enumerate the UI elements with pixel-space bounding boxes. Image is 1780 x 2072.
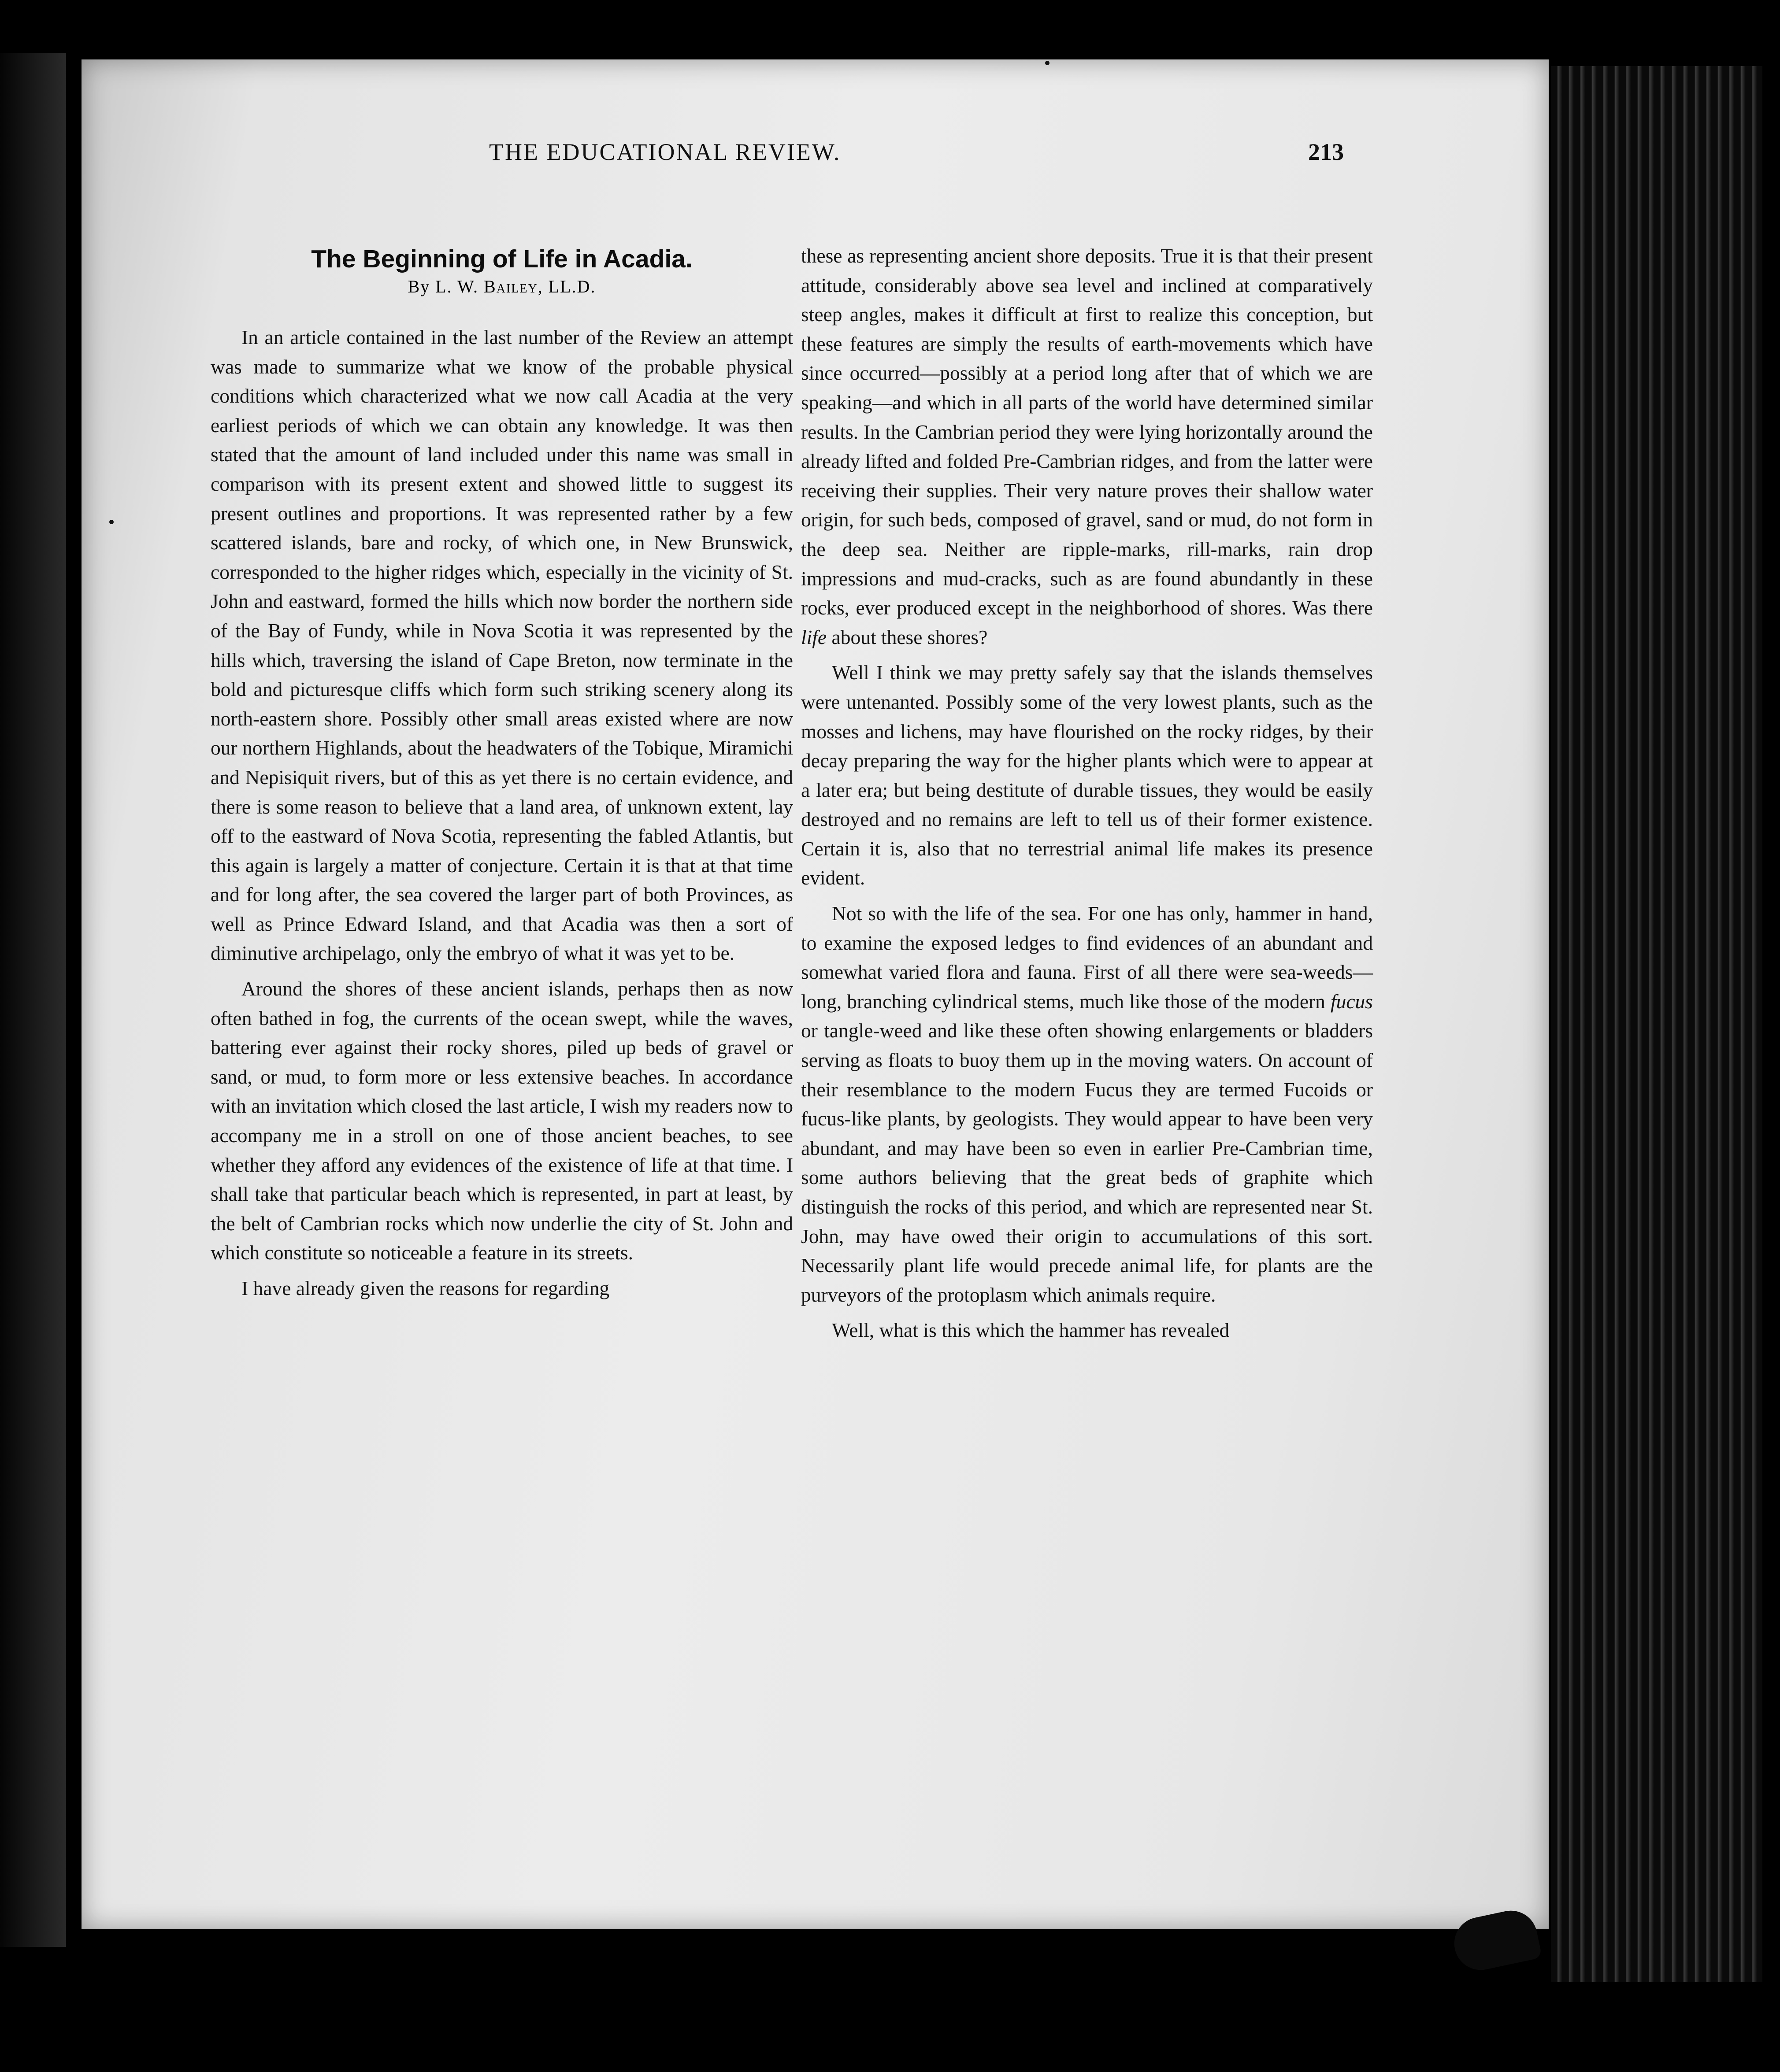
book-spine-left [0, 53, 66, 1947]
left-paragraph-3: I have already given the reasons for regarding [241, 1277, 610, 1299]
article-heading [211, 244, 793, 303]
left-paragraph-1: In an article contained in the last number of the Review an attempt was made to summarize what we know of the probable physical conditions which characterized what we now call Acadia at the very earliest periods of which we can obtain any knowledge. It was then stated that the amount of land included under this name was small in comparison with its present extent and showed little to suggest its present outlines and proportions. It was represented rather by a few scattered islands, bare and rocky, of which one, in New Brunswick, corresponded to the higher ridges which, especially in the vicinity of St. John and eastward, formed the hills which now border the northern side of the Bay of Fundy, while in Nova Scotia it was represented by the hills which, traversing the island of Cape Breton, now terminate in the bold and picturesque cliffs which form such striking scenery along its north-eastern shore. Possibly other small areas existed where are now our northern Highlands, about the headwaters of the Tobique, Miramichi and Nepisiquit rivers, but of this as yet there is no certain evidence, and there is some reason to believe that a land area, of unknown extent, lay off to the eastward of Nova Scotia, representing the fabled Atlantis, but this again is largely a matter of conjecture. Certain it is that at that time and for long after, the sea covered the larger part of both Provinces, as well as Prince Edward Island, and that Acadia was then a sort of diminutive archipelago, only the embryo of what it was yet to be. [211, 326, 793, 965]
right-paragraph-4: Well, what is this which the hammer has revealed [832, 1319, 1230, 1342]
right-paragraph-1-end: about these shores? [831, 625, 988, 648]
right-column [801, 241, 1373, 1345]
right-paragraph-1-italic: life [801, 625, 827, 648]
page-number: 213 [1308, 139, 1344, 165]
right-paragraph-1 [801, 241, 1373, 652]
left-column [211, 323, 793, 1303]
article-title: The Beginning of Life in Acadia. [311, 245, 693, 273]
right-paragraph-3-italic: fucus [1330, 990, 1373, 1013]
byline-author: L. W. Bailey, LL.D. [435, 277, 596, 296]
right-paragraph-3 [801, 899, 1373, 1310]
page-header [489, 132, 1344, 172]
right-paragraph-1-text: these as representing ancient shore deposits. True it is that their present attitude, considerably above sea level and inclined at comparatively steep angles, makes it difficult at first to realize this conception, but these features are simply the results of earth-movements which have since occurred—possibly at a period long after that of which we are speaking—and which in all parts of the world have determined similar results. In the Cambrian period they were lying horizontally around the already lifted and folded Pre-Cambrian ridges, and from the latter were receiving their supplies. Their very nature proves their shallow water origin, for such beds, composed of gravel, sand or mud, do not form in the deep sea. Neither are ripple-marks, rill-marks, rain drop impressions and mud-cracks, such as are found abundantly in these rocks, ever produced except in the neighborhood of shores. Was there [801, 244, 1373, 619]
byline [211, 274, 793, 300]
book-page-edges-right [1551, 66, 1762, 1982]
left-paragraph-2: Around the shores of these ancient islands, perhaps then as now often bathed in fog, the currents of the ocean swept, while the waves, battering ever against their rocky shores, piled up beds of gravel or sand, or mud, to form more or less extensive beaches. In accordance with an invitation which closed the last article, I wish my readers now to accompany me in a stroll on one of those ancient beaches, to see whether they afford any evidences of the existence of life at that time. I shall take that particular beach which is represented, in part at least, by the belt of Cambrian rocks which now underlie the city of St. John and which constitute so noticeable a feature in its streets. [211, 977, 793, 1264]
byline-prefix: By [408, 277, 430, 296]
right-paragraph-3-end: or tangle-weed and like these often showing enlargements or bladders serving as floats to buoy them up in the moving waters. On account of their resemblance to the modern Fucus they are termed Fucoids or fucus-like plants, by geologists. They would appear to have been very abundant, and may have been so even in earlier Pre-Cambrian time, some authors believing that the great beds of graphite which distinguish the rocks of this period, and which are represented near St. John, may have owed their origin to accumulations of this sort. Necessarily plant life would precede animal life, for plants are the purveyors of the protoplasm which animals require. [801, 1019, 1373, 1306]
right-paragraph-2: Well I think we may pretty safely say that the islands themselves were untenanted. Possibly some of the very lowest plants, such as the mosses and lichens, may have flourished on the rocky ridges, by their decay preparing the way for the higher plants which were to appear at a later era; but being destitute of durable tissues, they would be easily destroyed and no remains are left to tell us of their former existence. Certain it is, also that no terrestrial animal life makes its presence evident. [801, 661, 1373, 889]
running-title: THE EDUCATIONAL REVIEW. [489, 139, 841, 165]
ink-speck [1045, 61, 1049, 65]
ink-speck [109, 520, 114, 524]
right-paragraph-3-text: Not so with the life of the sea. For one has only, hammer in hand, to examine the exposed ledges to find evidences of an abundant and somewhat varied flora and fauna. First of all there were sea-weeds—long, branching cylindrical stems, much like those of the modern [801, 902, 1373, 1013]
